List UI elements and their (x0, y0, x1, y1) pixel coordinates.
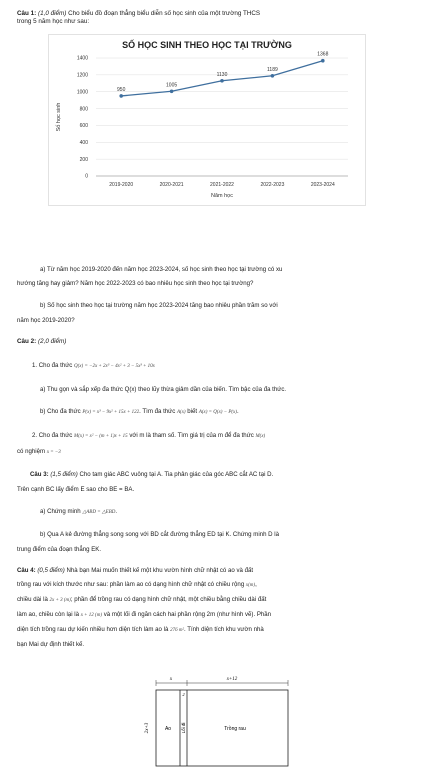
data-label-4: 1368 (317, 51, 329, 58)
q1b-line2: năm học 2019-2020? (17, 317, 75, 324)
q2-2-prefix: 2. Cho đa thức (32, 432, 73, 439)
q4-line1-text: Nhà bạn Mai muốn thiết kế một khu vườn hình chữ nhật có ao và đất (64, 567, 254, 574)
q2-1b-cond: A(x) = Q(x) − P(x) (198, 410, 237, 415)
q1a-line1: a) Từ năm học 2019-2020 đến năm học 2023-2024, số học sinh theo học tại trường có xu (40, 266, 283, 273)
x-tick-label-4: 2023-2024 (310, 182, 335, 188)
q3-title: Câu 3: (30, 471, 49, 478)
data-point-1 (170, 89, 174, 93)
q2-2-line2-text: có nghiệm (17, 448, 46, 455)
x-tick-label-3: 2022-2023 (260, 182, 285, 188)
q2-1a-line: a) Thu gọn và sắp xếp đa thức Q(x) theo lũy thừa giảm dần của biến. Tìm bậc của đa thức. (40, 386, 287, 393)
y-tick-label-400: 400 (79, 139, 88, 146)
y-axis-title: Số học sinh (56, 102, 62, 132)
q2-2-root: x = −3 (46, 450, 61, 455)
data-point-3 (271, 74, 275, 78)
x-tick-label-2: 2021-2022 (210, 182, 234, 188)
q3b-line1: b) Qua A kẻ đường thẳng song song với BD cắt đường thẳng ED tại K. Chứng minh D là (40, 531, 279, 538)
q4-line3-b: ; phần để trồng rau có dạng hình chữ nhật, một chiều bằng chiều dài đất (70, 596, 267, 603)
x-tick-label-0: 2019-2020 (109, 182, 134, 188)
chart-frame (49, 35, 366, 206)
label-loi-di: Lối đi (181, 722, 186, 734)
garden-figure (140, 676, 300, 768)
q2-points: (2,0 điểm) (38, 338, 67, 345)
data-label-1: 1005 (166, 82, 178, 89)
label-ao: Ao (164, 726, 172, 732)
q4-line3-f: 2x + 3 (m) (49, 598, 71, 603)
q4-line1 (17, 567, 253, 575)
label-top-x12: x+12 (226, 677, 238, 682)
data-point-0 (119, 94, 123, 98)
y-tick-label-0: 0 (85, 173, 88, 180)
y-tick-label-800: 800 (79, 106, 88, 113)
q4-line5-a: diện tích trồng rau dự kiến nhiều hơn diện tích làm ao là (17, 626, 169, 633)
q4-title: Câu 4: (17, 567, 36, 574)
q3a-line: a) Chứng minh △ABD = △EBD. (40, 508, 118, 515)
q1-points: (1,0 điểm) (38, 10, 67, 17)
y-tick-label-600: 600 (79, 123, 88, 130)
data-label-0: 950 (117, 86, 126, 93)
q2-2-mx: M(x) (255, 434, 266, 439)
label-side-2x3: 2x+3 (145, 722, 150, 734)
q2-2-mid: với m là tham số. Tìm giá trị của m để đa thức (129, 432, 254, 439)
y-tick-label-200: 200 (79, 156, 88, 163)
q4-points: (0,5 điểm) (37, 567, 65, 574)
q2-1b-formula: P(x) = x³ − 9x² + 15x + 122 (82, 410, 140, 415)
q4-line2-a: trồng rau với kích thước như sau: phần làm ao có dạng hình chữ nhật có chiều rộng (17, 581, 245, 588)
q1-line1: Cho biểu đồ đoạn thẳng biểu diễn số học sinh của một trường THCS (66, 10, 261, 17)
q2-2-line1 (32, 432, 265, 441)
y-tick-label-1000: 1000 (76, 89, 88, 96)
q4-line4-a: làm ao, chiều còn lại là (17, 611, 79, 618)
q2-1-line (32, 362, 155, 371)
q4-line5 (17, 626, 264, 635)
q2-1b-ax: A(x) (176, 410, 186, 415)
q2-1b-biet: biết (187, 408, 198, 415)
q2-header (17, 338, 66, 346)
chart-title: SỐ HỌC SINH THEO HỌC TẠI TRƯỜNG (122, 40, 292, 50)
q1-line2: trong 5 năm học như sau: (17, 18, 90, 25)
y-tick-label-1400: 1400 (76, 55, 88, 62)
q2-1b-prefix: b) Cho đa thức (40, 408, 81, 415)
q4-line4 (17, 611, 271, 620)
q4-line4-b: và một lối đi ngăn cách hai phần rộng 2m (như hình vẽ). Phần (103, 611, 272, 618)
q3b-line2: trung điểm của đoạn thẳng EK. (17, 546, 102, 553)
q4-line4-f: x + 12 (m) (80, 613, 102, 618)
q3-line2: Trên cạnh BC lấy điểm E sao cho BE = BA. (17, 486, 135, 493)
data-point-2 (220, 79, 224, 83)
q2-1b-mid: . Tìm đa thức (139, 408, 176, 415)
q3-line1-text: Cho tam giác ABC vuông tại A. Tia phân giác của góc ABC cắt AC tại D. (77, 471, 274, 478)
q4-line5-f: 276 m² (170, 628, 184, 633)
q1-header (17, 10, 260, 18)
q4-line6: bạn Mai dự định thiết kế. (17, 641, 85, 648)
q2-1b-line: b) Cho đa thức P(x) = x³ − 9x² + 15x + 122. Tìm đa thức A(x) biết A(x) = Q(x) − P(x). (40, 408, 239, 415)
data-point-4 (321, 59, 325, 63)
label-trong-rau: Trồng rau (224, 726, 246, 732)
q4-line5-b: . Tính diện tích khu vườn nhà (183, 626, 264, 633)
q4-line3-a: chiều dài là (17, 596, 48, 603)
q2-2-formula: M(x) = x² − (m + 1)x + 15 (74, 434, 128, 439)
q4-line3 (17, 596, 266, 605)
data-label-3: 1189 (267, 66, 278, 73)
x-tick-label-1: 2020-2021 (159, 182, 184, 188)
q2-2-line2 (17, 448, 61, 457)
label-top-x: x (169, 677, 173, 682)
q1b-line1: b) Số học sinh theo học tại trường năm học 2023-2024 tăng bao nhiêu phần trăm so với (40, 302, 278, 309)
garden-outline (156, 690, 288, 766)
q2-title: Câu 2: (17, 338, 37, 345)
q3-points: (1,5 điểm) (50, 471, 78, 478)
q2-1-formula: Q(x) = −2x + 2x³ − 4x² + 3 − 5x³ + 10x (74, 364, 155, 369)
y-tick-label-1200: 1200 (76, 72, 88, 79)
q4-line2: trồng rau với kích thước như sau: phần làm ao có dạng hình chữ nhật có chiều rộng x(m), (17, 581, 257, 588)
student-count-line-chart (48, 34, 366, 206)
q1-title: Câu 1: (17, 10, 37, 17)
label-path-width: 2 (182, 692, 185, 697)
q4-line2-f: x(m) (245, 583, 256, 588)
x-axis-title: Năm học (210, 193, 234, 199)
q3a-prefix: a) Chứng minh (40, 508, 81, 515)
q3a-formula: △ABD = △EBD (82, 510, 116, 515)
data-label-2: 1130 (216, 71, 228, 78)
q2-1-prefix: 1. Cho đa thức (32, 362, 73, 369)
q3-line1 (30, 471, 273, 479)
q1a-line2: hướng tăng hay giảm? Năm học 2022-2023 có bao nhiêu học sinh theo học tại trường? (17, 280, 254, 287)
